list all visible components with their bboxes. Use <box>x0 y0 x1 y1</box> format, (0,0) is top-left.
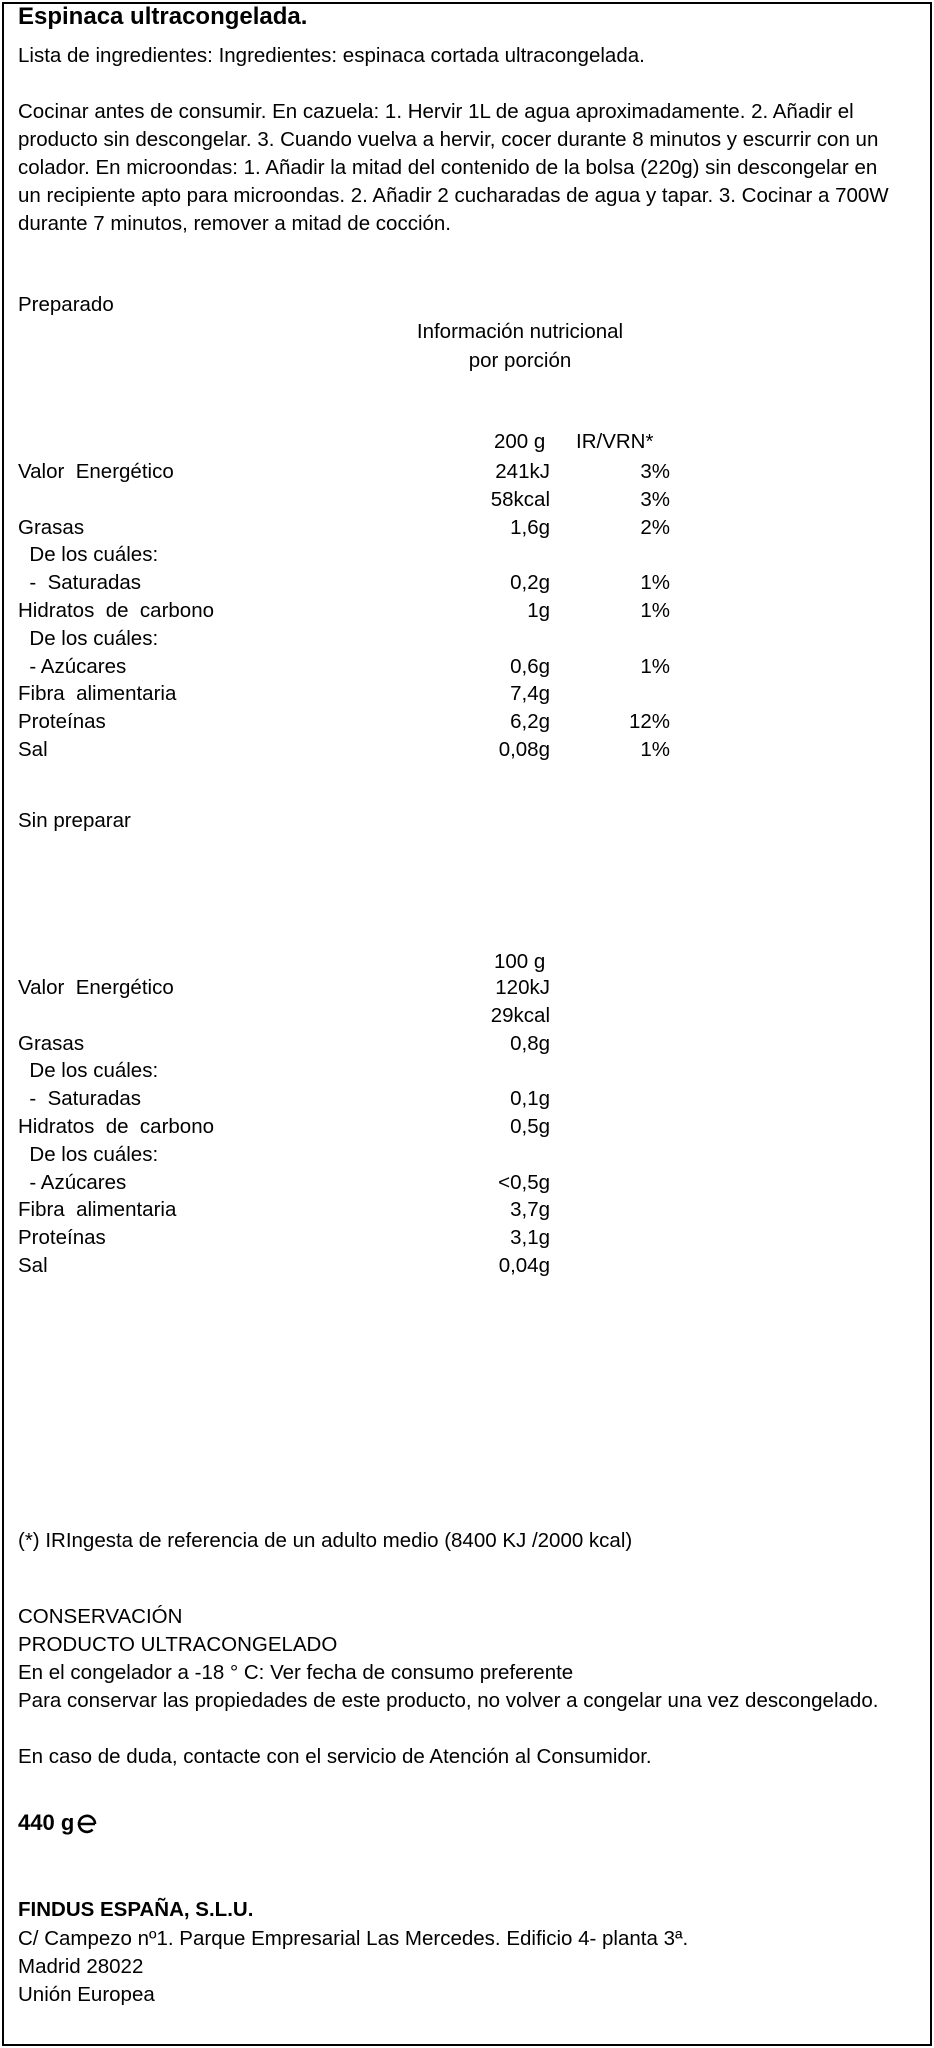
unprepared-column-amount: 100 g <box>494 950 546 973</box>
nutrient-value: 0,6g <box>510 654 550 678</box>
company-address-street: C/ Campezo nº1. Parque Empresarial Las Mercedes. Edificio 4- planta 3ª. <box>18 1927 689 1950</box>
nutrient-value: 241kJ <box>495 460 550 483</box>
storage-heading: CONSERVACIÓN <box>18 1605 183 1628</box>
net-weight-value: 440 g <box>18 1810 75 1835</box>
nutrient-label: Fibra alimentaria <box>18 1198 177 1222</box>
nutrient-label: De los cuáles: <box>18 626 159 650</box>
nutrient-value: 0,08g <box>498 738 550 761</box>
nutrient-label: - Azúcares <box>18 1170 127 1194</box>
prepared-section-label: Preparado <box>18 293 114 316</box>
storage-contact: En caso de duda, contacte con el servicio de Atención al Consumidor. <box>18 1745 652 1768</box>
nutrient-value: <0,5g <box>498 1170 550 1194</box>
nutrient-label: Proteínas <box>18 710 106 734</box>
nutrient-value: 1g <box>527 599 550 622</box>
nutrient-value: 29kcal <box>490 1003 550 1027</box>
nutrient-label: Sal <box>18 1254 48 1277</box>
nutrient-label: De los cuáles: <box>18 1059 159 1083</box>
nutrition-heading: Información nutricional <box>416 320 624 343</box>
prepared-column-ir: IR/VRN* <box>576 430 654 453</box>
nutrient-label: - Saturadas <box>18 1087 142 1111</box>
nutrient-value: 7,4g <box>510 682 550 706</box>
company-address-region: Unión Europea <box>18 1983 155 2006</box>
nutrient-label: Hidratos de carbono <box>18 599 215 622</box>
nutrient-value: 58kcal <box>490 487 550 511</box>
nutrient-label: Hidratos de carbono <box>18 1115 215 1138</box>
nutrient-label: Proteínas <box>18 1226 106 1250</box>
label-frame <box>2 2 932 2046</box>
nutrient-label: De los cuáles: <box>18 543 159 567</box>
nutrient-value: 6,2g <box>510 710 550 734</box>
estimated-sign-icon <box>76 1813 98 1835</box>
nutrient-ir-percentage: 1% <box>640 654 670 678</box>
nutrient-value: 3,1g <box>510 1226 550 1250</box>
nutrient-ir-percentage: 2% <box>640 515 670 539</box>
nutrient-value: 1,6g <box>510 515 550 539</box>
nutrient-label: - Saturadas <box>18 571 142 595</box>
nutrient-value: 0,5g <box>510 1115 550 1138</box>
nutrient-label: Grasas <box>18 515 85 539</box>
footnote: (*) IRIngesta de referencia de un adulto medio (8400 KJ /2000 kcal) <box>18 1529 633 1552</box>
storage-subheading: PRODUCTO ULTRACONGELADO <box>18 1633 338 1656</box>
nutrient-label: De los cuáles: <box>18 1142 159 1166</box>
nutrient-label: Valor Energético <box>18 976 174 999</box>
nutrient-label: Fibra alimentaria <box>18 682 177 706</box>
nutrient-value: 0,8g <box>510 1031 550 1055</box>
nutrient-label: - Azúcares <box>18 654 127 678</box>
nutrient-ir-percentage: 1% <box>640 599 670 622</box>
company-address-city: Madrid 28022 <box>18 1955 144 1978</box>
storage-advice: Para conservar las propiedades de este producto, no volver a congelar una vez descongelado. <box>18 1689 879 1712</box>
prepared-column-amount: 200 g <box>494 430 546 453</box>
nutrient-ir-percentage: 1% <box>640 738 670 761</box>
cooking-instructions: Cocinar antes de consumir. En cazuela: 1. Hervir 1L de agua aproximadamente. 2. Añadir el producto sin descongelar. 3. Cuando vuelva a hervir, cocer durante 8 minutos y escurrir con un colador. En microondas: 1. Añadir la mitad del contenido de la bolsa (220g) sin descongelar en un recipiente apto para microondas. 2. Añadir 2 cucharadas de agua y tapar. 3. Cocinar a 700W durante 7 minutos, remover a mitad de cocción. <box>18 100 889 235</box>
nutrient-label: Grasas <box>18 1031 85 1055</box>
company-name: FINDUS ESPAÑA, S.L.U. <box>18 1898 254 1921</box>
nutrient-value: 0,1g <box>510 1087 550 1111</box>
nutrient-value: 0,04g <box>498 1254 550 1277</box>
nutrition-subheading: por porción <box>468 349 572 372</box>
unprepared-section-label: Sin preparar <box>18 809 131 832</box>
nutrient-ir-percentage: 1% <box>640 571 670 595</box>
nutrient-ir-percentage: 12% <box>628 710 670 734</box>
nutrient-ir-percentage: 3% <box>640 460 670 483</box>
nutrient-value: 3,7g <box>510 1198 550 1222</box>
product-title: Espinaca ultracongelada. <box>18 3 308 30</box>
nutrient-value: 120kJ <box>495 976 550 999</box>
nutrient-label: Valor Energético <box>18 460 174 483</box>
ingredients-text: Lista de ingredientes: Ingredientes: espinaca cortada ultracongelada. <box>18 44 645 67</box>
net-weight <box>18 1809 98 1837</box>
storage-temperature: En el congelador a -18 ° C: Ver fecha de consumo preferente <box>18 1661 574 1684</box>
nutrient-ir-percentage: 3% <box>640 487 670 511</box>
nutrient-value: 0,2g <box>510 571 550 595</box>
nutrient-label: Sal <box>18 738 48 761</box>
